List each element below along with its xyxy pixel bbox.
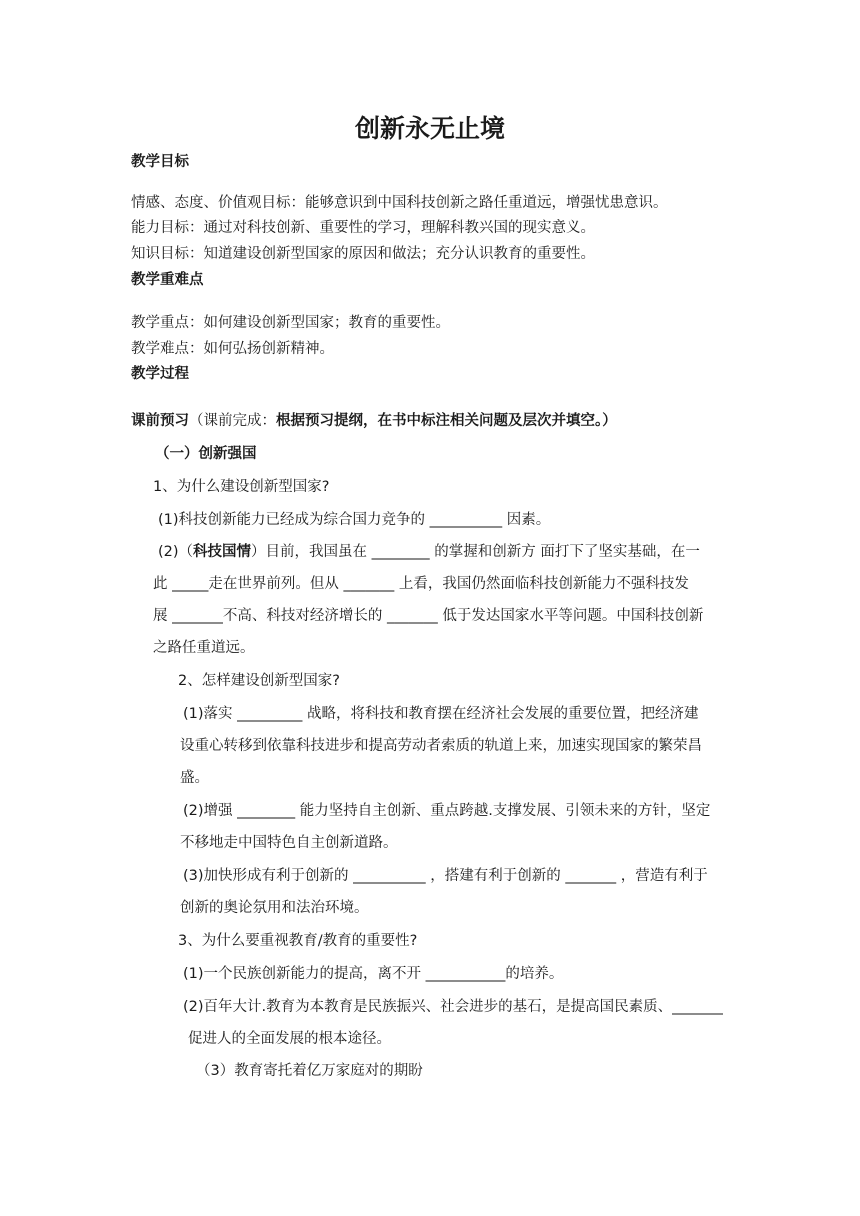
question-2: 2、怎样建设创新型国家? bbox=[178, 673, 340, 689]
section-innovation-power: （一）创新强国 bbox=[155, 446, 257, 462]
question-2-item-3-line-1: (3)加快形成有利于创新的 __________ ，搭建有利于创新的 _______ ，营造有利于 bbox=[183, 868, 708, 884]
question-3-item-2-line-2: 促进人的全面发展的根本途径。 bbox=[188, 1031, 391, 1047]
key-point-focus: 教学重点：如何建设创新型国家；教育的重要性。 bbox=[131, 315, 450, 331]
item-text: ）目前，我国虽在 ________ 的掌握和创新方 面打下了坚实基础，在一 bbox=[251, 544, 700, 560]
question-3: 3、为什么要重视教育/教育的重要性? bbox=[178, 933, 418, 949]
question-3-item-2-line-1: (2)百年大计.教育为本教育是民族振兴、社会进步的基石，是提高国民素质、_______ bbox=[183, 999, 723, 1015]
question-1-item-2 bbox=[158, 542, 700, 562]
preview-note-open: （课前完成： bbox=[189, 413, 276, 429]
document-title: 创新永无止境 bbox=[354, 114, 505, 143]
question-3-item-1: (1)一个民族创新能力的提高，离不开 ___________的培养。 bbox=[183, 966, 564, 982]
objective-emotion: 情感、态度、价值观目标：能够意识到中国科技创新之路任重道远，增强忧患意识。 bbox=[131, 195, 668, 211]
question-1-item-1: (1)科技创新能力已经成为综合国力竞争的 __________ 因素。 bbox=[158, 512, 551, 528]
preview-label: 课前预习 bbox=[131, 413, 189, 429]
question-1: 1、为什么建设创新型国家? bbox=[153, 479, 330, 495]
question-2-item-3-line-2: 创新的奥论氛用和法治环境。 bbox=[180, 900, 369, 916]
objective-knowledge: 知识目标：知道建设创新型国家的原因和做法；充分认识教育的重要性。 bbox=[131, 246, 595, 262]
objectives-heading: 教学目标 bbox=[131, 154, 189, 170]
question-3-item-3: （3）教育寄托着亿万家庭对的期盼 bbox=[196, 1063, 423, 1079]
question-2-item-2-line-2: 不移地走中国特色自主创新道路。 bbox=[180, 835, 398, 851]
key-points-heading: 教学重难点 bbox=[131, 272, 204, 288]
question-2-item-1-line-1: (1)落实 _________ 战略，将科技和教育摆在经济社会发展的重要位置，把经济建 bbox=[183, 706, 699, 722]
question-1-item-2-line-4: 之路任重道远。 bbox=[153, 640, 255, 656]
preview-line bbox=[131, 411, 617, 431]
preview-note-bold: 根据预习提纲，在书中标注相关问题及层次并填空。） bbox=[276, 413, 617, 429]
process-heading: 教学过程 bbox=[131, 366, 189, 382]
question-1-item-2-line-3: 展 _______不高、科技对经济增长的 _______ 低于发达国家水平等问题。中国科技创新 bbox=[153, 608, 704, 624]
tech-situation-label: 科技国情 bbox=[193, 544, 252, 560]
objective-ability: 能力目标：通过对科技创新、重要性的学习，理解科教兴国的现实意义。 bbox=[131, 220, 595, 236]
key-point-difficulty: 教学难点：如何弘扬创新精神。 bbox=[131, 341, 334, 357]
question-2-item-2-line-1: (2)增强 ________ 能力坚持自主创新、重点跨越.支撑发展、引领未来的方针，坚定 bbox=[183, 803, 711, 819]
question-1-item-2-line-2: 此 _____走在世界前列。但从 _______ 上看，我国仍然面临科技创新能力不强科技发 bbox=[153, 576, 689, 592]
item-prefix: (2)（ bbox=[158, 544, 194, 560]
question-2-item-1-line-2: 设重心转移到依靠科技进步和提高劳动者索质的轨道上来，加速实现国家的繁荣昌 bbox=[180, 738, 702, 754]
question-2-item-1-line-3: 盛。 bbox=[180, 770, 209, 786]
